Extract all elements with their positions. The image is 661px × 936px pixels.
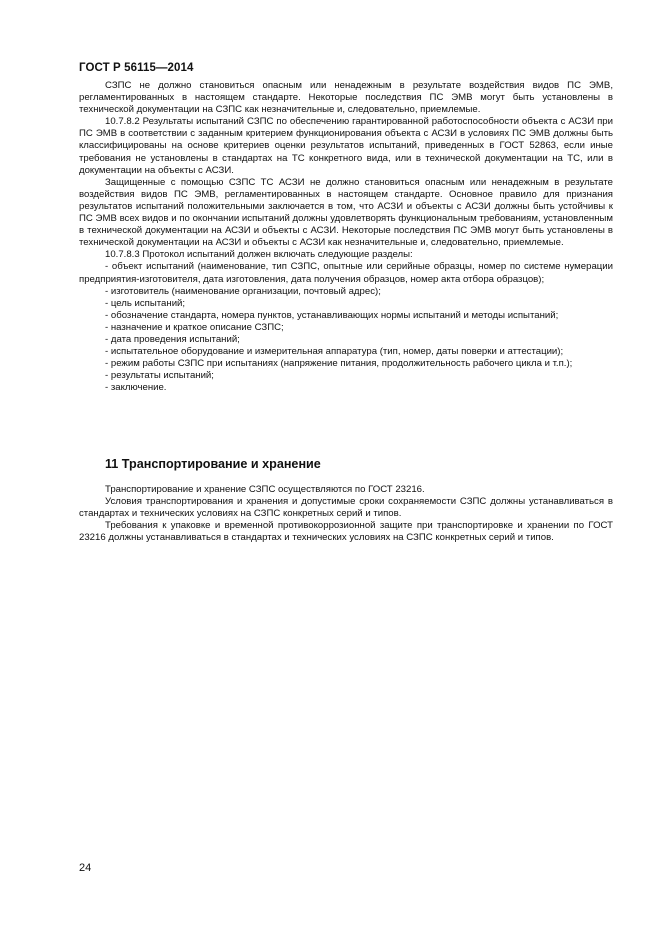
list-item: - дата проведения испытаний;	[105, 333, 240, 345]
paragraph: 10.7.8.2 Результаты испытаний СЗПС по обеспечению гарантированной работоспособности объекта с АСЗИ при ПС ЭМВ в соответствии с заданным критерием функционирования объекта с АСЗИ в условиях ПС ЭМВ должны быть классифицированы на основе критериев оценки результатов испытаний, приведенных в ГОСТ 52863, если иные требования не установлены в стандартах на ТС конкретного вида, или в технической документации на ТС, или в документации на объекты с АСЗИ.	[79, 116, 613, 176]
section-title: 11 Транспортирование и хранение	[105, 457, 321, 471]
paragraph: СЗПС не должно становиться опасным или ненадежным в результате воздействия видов ПС ЭМВ, регламентированных в настоящем стандарте. Некоторые последствия ПС ЭМВ могут быть установлены в технической документации на СЗПС как незначительные и, следовательно, приемлемые.	[79, 80, 613, 116]
body-text	[79, 80, 613, 394]
list-item: - объект испытаний (наименование, тип СЗПС, опытные или серийные образцы, номер по системе нумерации предприятия-изготовителя, дата изготовления, дата получения образцов, номер акта отбора образцов);	[79, 261, 613, 285]
list-item: - изготовитель (наименование организации, почтовый адрес);	[105, 285, 381, 297]
page-number: 24	[79, 862, 92, 874]
list-item: - режим работы СЗПС при испытаниях (напряжение питания, продолжительность рабочего цикла и т.п.);	[105, 358, 573, 370]
section-text	[79, 484, 613, 544]
paragraph: Условия транспортирования и хранения и допустимые сроки сохраняемости СЗПС должны устанавливаться в стандартах и технических условиях на СЗПС конкретных серий и типов.	[79, 496, 613, 520]
list-item: - результаты испытаний;	[105, 370, 214, 382]
paragraph: Транспортирование и хранение СЗПС осуществляются по ГОСТ 23216.	[105, 484, 425, 495]
list-item: - испытательное оборудование и измерительная аппаратура (тип, номер, даты поверки и аттестации);	[105, 346, 564, 358]
list-item: - заключение.	[105, 382, 167, 394]
list-item: - цель испытаний;	[105, 297, 186, 309]
list-item: - назначение и краткое описание СЗПС;	[105, 321, 284, 333]
paragraph: Защищенные с помощью СЗПС ТС АСЗИ не должно становиться опасным или ненадежным в результате воздействия видов ПС ЭМВ, регламентированных в настоящем стандарте. Основное правило для признания результатов испытаний положительными заключается в том, что АСЗИ и объекты с АСЗИ должны быть устойчивы к ПС ЭМВ всех видов и по окончании испытаний должны удовлетворять функциональным требованиям, установленным в технической документации на АСЗИ и объекты с АСЗИ. Некоторые последствия ПС ЭМВ могут быть установлены в технической документации на АСЗИ и объекты с АСЗИ как незначительные и, следовательно, приемлемые.	[79, 176, 613, 249]
document-header: ГОСТ Р 56115—2014	[79, 62, 194, 74]
paragraph: Требования к упаковке и временной противокоррозионной защите при транспортировке и хранении по ГОСТ 23216 должны устанавливаться в стандартах и технических условиях на СЗПС конкретных серий и типов.	[79, 520, 613, 544]
paragraph: 10.7.8.3 Протокол испытаний должен включать следующие разделы:	[105, 249, 413, 261]
list-item: - обозначение стандарта, номера пунктов, устанавливающих нормы испытаний и методы испытаний;	[105, 309, 559, 321]
